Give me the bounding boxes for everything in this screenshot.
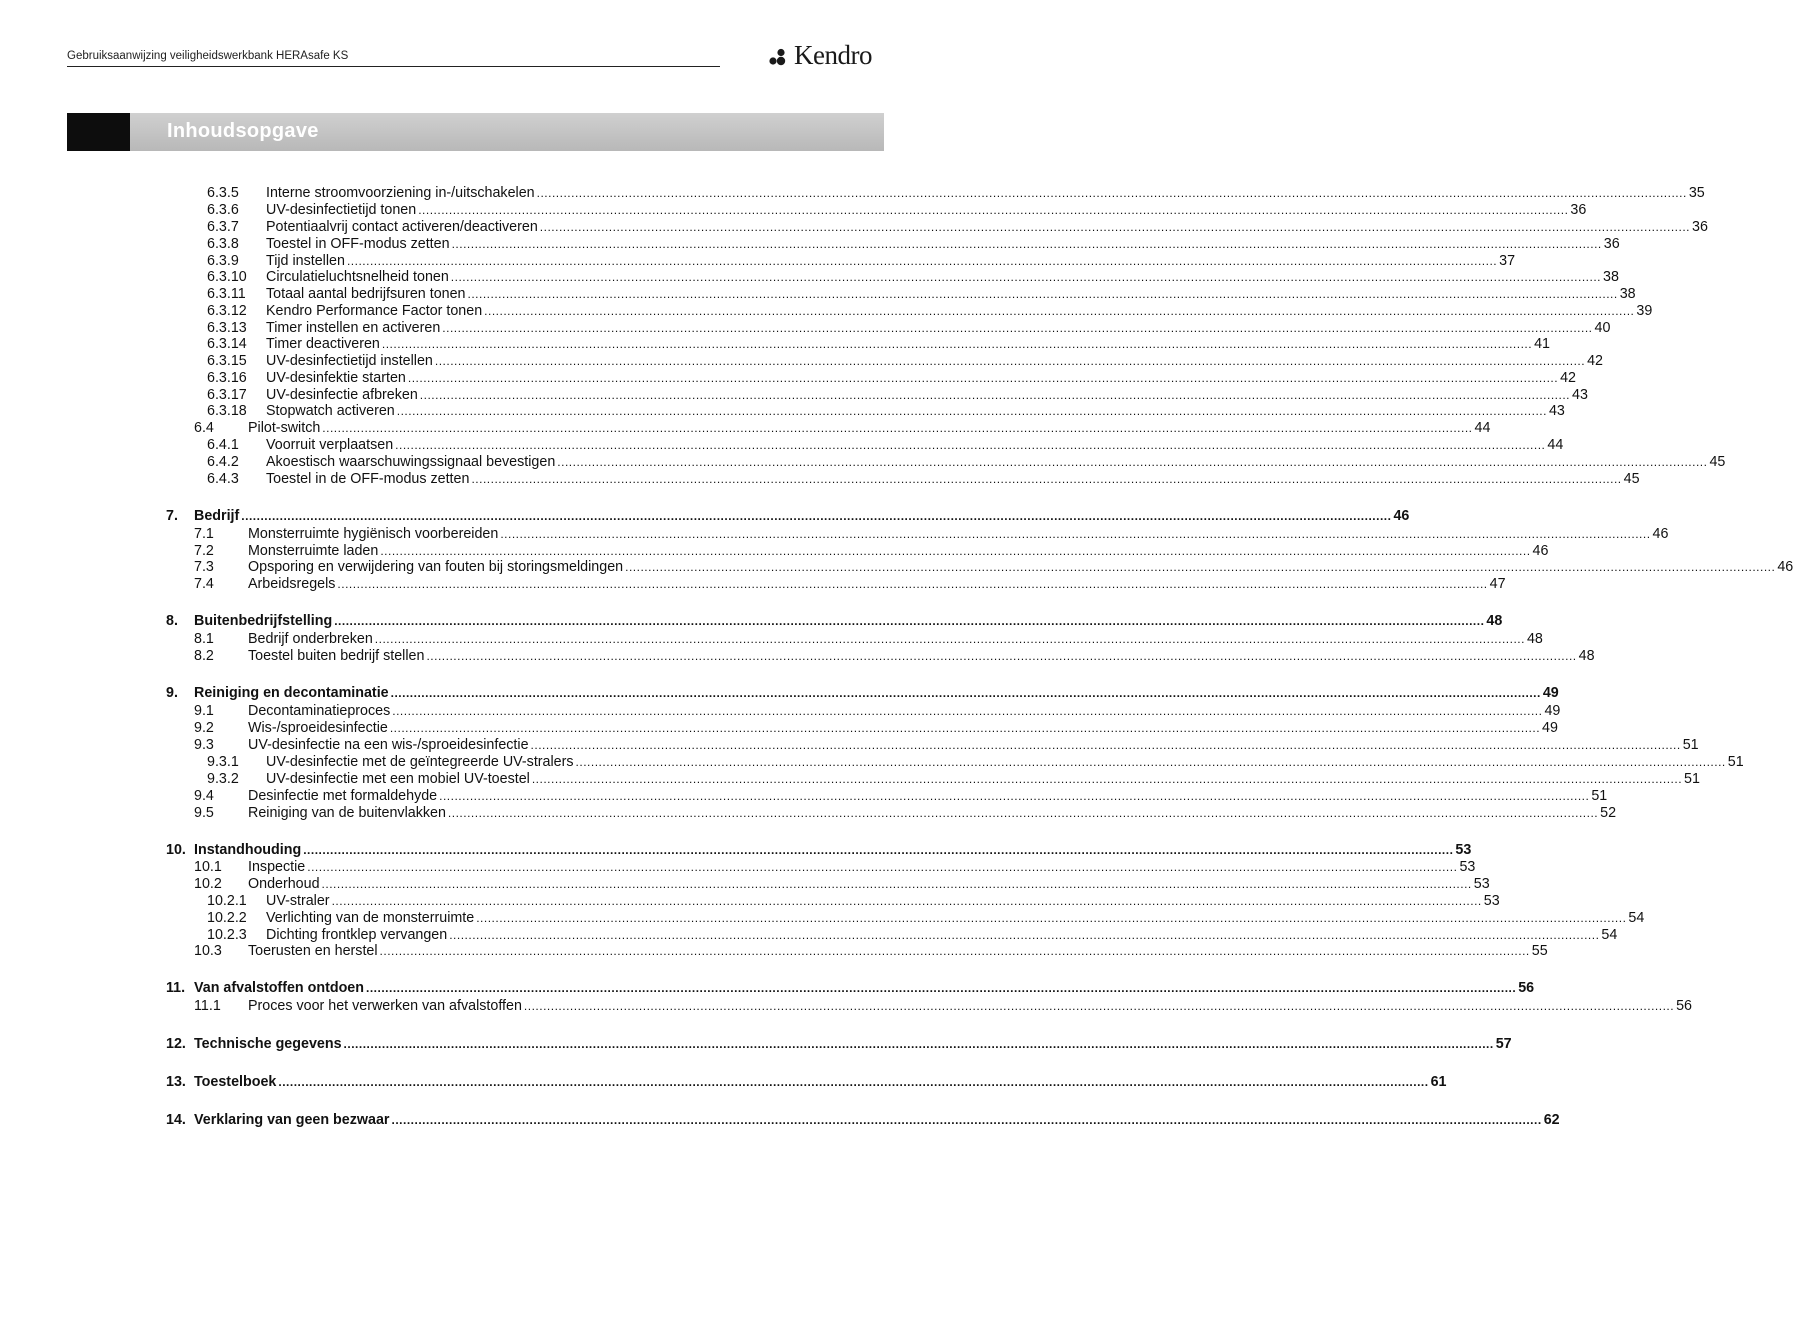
toc-entry-title: UV-desinfektie starten	[266, 370, 406, 386]
toc-leader-dots: ............................................................................................................................................................................................................................................................................................................	[334, 614, 1485, 628]
toc-entry-title: Wis-/sproeidesinfectie	[248, 720, 388, 736]
toc-entry-number: 7.1	[194, 526, 214, 542]
toc-entry-title: UV-desinfectie afbreken	[266, 387, 418, 403]
toc-page-number: 48	[1526, 631, 1543, 647]
toc-leader-dots: ............................................................................................................................................................................................................................................................................................................	[476, 911, 1627, 925]
toc-entry-title: UV-desinfectie met een mobiel UV-toestel	[266, 771, 530, 787]
toc-page-number: 41	[1534, 336, 1550, 352]
toc-leader-dots: ............................................................................................................................................................................................................................................................................................................	[321, 877, 1472, 891]
toc-entry-number: 9.3	[194, 737, 214, 753]
toc-entry-number: 6.4.3	[207, 471, 239, 487]
toc-entry-title: Toestel in de OFF-modus zetten	[266, 471, 470, 487]
toc-entry[interactable]	[0, 893, 1500, 910]
toc-entry[interactable]	[0, 353, 1603, 370]
toc-page-number: 43	[1572, 387, 1588, 403]
toc-entry[interactable]	[0, 998, 1693, 1015]
toc-entry-title: Inspectie	[248, 859, 306, 875]
toc-entry-title: Technische gegevens	[194, 1036, 342, 1052]
toc-page-number: 51	[1591, 788, 1608, 804]
toc-entry-number: 10.2.3	[207, 927, 247, 943]
toc-page-number: 62	[1543, 1112, 1560, 1128]
toc-entry[interactable]	[0, 387, 1588, 404]
toc-entry[interactable]	[0, 543, 1549, 560]
toc-leader-dots: ............................................................................................................................................................................................................................................................................................................	[380, 544, 1531, 558]
toc-entry-title: Toestel in OFF-modus zetten	[266, 236, 450, 252]
toc-entry-number: 6.3.9	[207, 253, 239, 269]
toc-entry-title: Proces voor het verwerken van afvalstoffen	[248, 998, 522, 1014]
toc-page-number: 55	[1531, 943, 1548, 959]
toc-entry-title: Reiniging van de buitenvlakken	[248, 805, 446, 821]
toc-entry[interactable]	[0, 526, 1669, 543]
toc-page-number: 48	[1578, 648, 1595, 664]
toc-chapter-entry[interactable]	[0, 1036, 1512, 1053]
toc-entry[interactable]	[0, 576, 1506, 593]
toc-entry-number: 9.4	[194, 788, 214, 804]
logo-text: Kendro	[794, 39, 872, 70]
toc-chapter-entry[interactable]	[0, 1112, 1560, 1129]
toc-entry[interactable]	[0, 185, 1705, 202]
toc-leader-dots: ............................................................................................................................................................................................................................................................................................................	[390, 686, 1541, 700]
toc-page-number: 35	[1688, 185, 1705, 201]
toc-entry[interactable]	[0, 559, 1793, 576]
toc-entry-number: 6.3.17	[207, 387, 247, 403]
toc-entry-number: 6.4.1	[207, 437, 239, 453]
toc-leader-dots: ............................................................................................................................................................................................................................................................................................................	[307, 860, 1458, 874]
toc-leader-dots: ............................................................................................................................................................................................................................................................................................................	[467, 287, 1618, 301]
toc-leader-dots: ............................................................................................................................................................................................................................................................................................................	[331, 894, 1482, 908]
toc-entry[interactable]	[0, 420, 1491, 437]
toc-entry-number: 10.2.1	[207, 893, 247, 909]
toc-entry-number: 6.3.10	[207, 269, 247, 285]
toc-leader-dots: ............................................................................................................................................................................................................................................................................................................	[303, 843, 1454, 857]
toc-page-number: 49	[1542, 685, 1559, 701]
toc-entry-number: 6.3.11	[207, 286, 246, 302]
toc-leader-dots: ............................................................................................................................................................................................................................................................................................................	[539, 220, 1690, 234]
toc-entry-number: 6.3.15	[207, 353, 247, 369]
toc-page-number: 44	[1474, 420, 1491, 436]
toc-page-number: 46	[1393, 508, 1410, 524]
toc-entry[interactable]	[0, 910, 1645, 927]
toc-page-number: 46	[1532, 543, 1549, 559]
toc-page-number: 42	[1560, 370, 1576, 386]
toc-entry-number: 11.	[166, 980, 186, 996]
toc-entry[interactable]	[0, 805, 1617, 822]
toc-leader-dots: ............................................................................................................................................................................................................................................................................................................	[471, 472, 1622, 486]
toc-entry-number: 7.2	[194, 543, 214, 559]
toc-entry-title: Verklaring van geen bezwaar	[194, 1112, 390, 1128]
toc-leader-dots: ............................................................................................................................................................................................................................................................................................................	[389, 721, 1541, 735]
toc-chapter-entry[interactable]	[0, 842, 1472, 859]
toc-leader-dots: ............................................................................................................................................................................................................................................................................................................	[391, 1113, 1542, 1127]
toc-page-number: 38	[1619, 286, 1636, 302]
toc-entry[interactable]	[0, 471, 1640, 488]
toc-entry[interactable]	[0, 927, 1618, 944]
toc-chapter-entry[interactable]	[0, 980, 1535, 997]
toc-leader-dots: ............................................................................................................................................................................................................................................................................................................	[407, 371, 1559, 385]
toc-page-number: 56	[1676, 998, 1693, 1014]
toc-page-number: 51	[1727, 754, 1744, 770]
toc-page-number: 42	[1587, 353, 1603, 369]
toc-entry[interactable]	[0, 943, 1548, 960]
toc-entry[interactable]	[0, 269, 1619, 286]
toc-entry-title: Monsterruimte hygiënisch voorbereiden	[248, 526, 499, 542]
toc-entry-title: Monsterruimte laden	[248, 543, 379, 559]
toc-entry-number: 6.4.2	[207, 454, 239, 470]
toc-leader-dots: ............................................................................................................................................................................................................................................................................................................	[536, 186, 1687, 200]
toc-page-number: 53	[1455, 842, 1472, 858]
toc-entry[interactable]	[0, 454, 1726, 471]
toc-chapter-entry[interactable]	[0, 613, 1503, 630]
toc-leader-dots: ............................................................................................................................................................................................................................................................................................................	[379, 944, 1530, 958]
toc-page-number: 49	[1544, 703, 1561, 719]
toc-leader-dots: ............................................................................................................................................................................................................................................................................................................	[625, 560, 1776, 574]
toc-leader-dots: ............................................................................................................................................................................................................................................................................................................	[426, 649, 1577, 663]
toc-leader-dots: ............................................................................................................................................................................................................................................................................................................	[322, 421, 1473, 435]
toc-leader-dots: ............................................................................................................................................................................................................................................................................................................	[449, 928, 1600, 942]
toc-entry-title: UV-desinfectietijd tonen	[266, 202, 417, 218]
toc-entry-number: 9.2	[194, 720, 214, 736]
toc-entry[interactable]	[0, 771, 1700, 788]
toc-page-number: 44	[1547, 437, 1564, 453]
toc-leader-dots: ............................................................................................................................................................................................................................................................................................................	[418, 203, 1569, 217]
toc-page-number: 54	[1628, 910, 1645, 926]
toc-entry-title: Circulatieluchtsnelheid tonen	[266, 269, 449, 285]
toc-page-number: 45	[1623, 471, 1640, 487]
toc-entry-title: Interne stroomvoorziening in-/uitschakelen	[266, 185, 535, 201]
toc-page-number: 46	[1777, 559, 1793, 575]
toc-entry-number: 10.2.2	[207, 910, 247, 926]
toc-entry-number: 6.3.5	[207, 185, 239, 201]
toc-leader-dots: ............................................................................................................................................................................................................................................................................................................	[447, 806, 1599, 820]
toc-entry-number: 7.	[166, 508, 178, 524]
toc-leader-dots: ............................................................................................................................................................................................................................................................................................................	[442, 321, 1593, 335]
toc-leader-dots: ............................................................................................................................................................................................................................................................................................................	[484, 304, 1635, 318]
toc-entry[interactable]	[0, 648, 1595, 665]
toc-entry-number: 9.5	[194, 805, 214, 821]
toc-entry-title: Toestelboek	[194, 1074, 277, 1090]
toc-entry-title: Arbeidsregels	[248, 576, 336, 592]
toc-entry-number: 6.3.16	[207, 370, 247, 386]
toc-entry-title: Akoestisch waarschuwingssignaal bevestigen	[266, 454, 556, 470]
toc-chapter-entry[interactable]	[0, 508, 1410, 525]
toc-entry-number: 8.	[166, 613, 178, 629]
toc-leader-dots: ............................................................................................................................................................................................................................................................................................................	[451, 237, 1602, 251]
toc-entry-number: 7.3	[194, 559, 214, 575]
toc-page-number: 37	[1499, 253, 1516, 269]
toc-entry[interactable]	[0, 754, 1744, 771]
toc-page-number: 56	[1518, 980, 1535, 996]
toc-entry-number: 6.3.18	[207, 403, 247, 419]
toc-entry-title: Bedrijf	[194, 508, 240, 524]
toc-entry-number: 10.1	[194, 859, 222, 875]
toc-entry-number: 13.	[166, 1074, 186, 1090]
toc-entry-title: Timer deactiveren	[266, 336, 380, 352]
toc-entry[interactable]	[0, 202, 1587, 219]
toc-page-number: 51	[1684, 771, 1700, 787]
toc-leader-dots: ............................................................................................................................................................................................................................................................................................................	[396, 404, 1547, 418]
toc-entry-number: 8.2	[194, 648, 214, 664]
toc-page-number: 52	[1600, 805, 1617, 821]
toc-leader-dots: ............................................................................................................................................................................................................................................................................................................	[346, 254, 1498, 268]
toc-entry-number: 11.1	[194, 998, 221, 1014]
toc-page-number: 40	[1594, 320, 1611, 336]
toc-page-number: 57	[1495, 1036, 1512, 1052]
toc-entry[interactable]	[0, 303, 1653, 320]
toc-entry-number: 7.4	[194, 576, 214, 592]
toc-page-number: 45	[1709, 454, 1726, 470]
toc-entry[interactable]	[0, 737, 1699, 754]
toc-entry-title: Onderhoud	[248, 876, 320, 892]
toc-entry-number: 6.3.7	[207, 219, 239, 235]
toc-entry[interactable]	[0, 370, 1576, 387]
toc-leader-dots: ............................................................................................................................................................................................................................................................................................................	[395, 438, 1546, 452]
toc-page-number: 61	[1430, 1074, 1447, 1090]
toc-entry-number: 9.3.1	[207, 754, 239, 770]
toc-entry-number: 6.3.13	[207, 320, 247, 336]
toc-entry-title: Reiniging en decontaminatie	[194, 685, 389, 701]
toc-entry-number: 9.	[166, 685, 178, 701]
toc-entry-title: UV-straler	[266, 893, 330, 909]
toc-entry-title: Kendro Performance Factor tonen	[266, 303, 483, 319]
toc-entry-title: Instandhouding	[194, 842, 302, 858]
toc-entry-title: Verlichting van de monsterruimte	[266, 910, 475, 926]
toc-entry[interactable]	[0, 703, 1561, 720]
toc-entry-number: 6.3.6	[207, 202, 239, 218]
toc-page-number: 48	[1486, 613, 1503, 629]
toc-entry-title: UV-desinfectietijd instellen	[266, 353, 433, 369]
toc-entry-number: 6.3.8	[207, 236, 239, 252]
toc-page-number: 53	[1473, 876, 1490, 892]
toc-entry[interactable]	[0, 788, 1608, 805]
toc-entry-title: Dichting frontklep vervangen	[266, 927, 448, 943]
toc-entry-number: 9.1	[194, 703, 214, 719]
toc-page-number: 46	[1652, 526, 1669, 542]
toc-entry-number: 12.	[166, 1036, 186, 1052]
toc-leader-dots: ............................................................................................................................................................................................................................................................................................................	[557, 455, 1708, 469]
toc-page-number: 36	[1692, 219, 1708, 235]
toc-page-number: 54	[1601, 927, 1618, 943]
toc-entry-title: Bedrijf onderbreken	[248, 631, 373, 647]
toc-entry-number: 14.	[166, 1112, 186, 1128]
toc-entry[interactable]	[0, 437, 1564, 454]
toc-leader-dots: ............................................................................................................................................................................................................................................................................................................	[434, 354, 1586, 368]
toc-chapter-entry[interactable]	[0, 1074, 1447, 1091]
toc-entry-title: Stopwatch activeren	[266, 403, 395, 419]
toc-entry[interactable]	[0, 859, 1476, 876]
toc-leader-dots: ............................................................................................................................................................................................................................................................................................................	[392, 704, 1543, 718]
toc-leader-dots: ............................................................................................................................................................................................................................................................................................................	[523, 999, 1675, 1013]
toc-page-number: 43	[1548, 403, 1565, 419]
toc-page-number: 51	[1682, 737, 1699, 753]
toc-entry[interactable]	[0, 336, 1550, 353]
toc-leader-dots: ............................................................................................................................................................................................................................................................................................................	[500, 527, 1651, 541]
toc-entry-title: Desinfectie met formaldehyde	[248, 788, 438, 804]
toc-leader-dots: ............................................................................................................................................................................................................................................................................................................	[419, 388, 1570, 402]
toc-leader-dots: ............................................................................................................................................................................................................................................................................................................	[374, 632, 1525, 646]
toc-entry-title: UV-desinfectie na een wis-/sproeidesinfectie	[248, 737, 529, 753]
toc-entry[interactable]	[0, 236, 1620, 253]
toc-entry-title: Toestel buiten bedrijf stellen	[248, 648, 425, 664]
toc-leader-dots: ............................................................................................................................................................................................................................................................................................................	[343, 1037, 1494, 1051]
toc-leader-dots: ............................................................................................................................................................................................................................................................................................................	[450, 270, 1601, 284]
toc-entry-title: Potentiaalvrij contact activeren/deactiveren	[266, 219, 538, 235]
toc-entry[interactable]	[0, 631, 1543, 648]
toc-entry-title: Opsporing en verwijdering van fouten bij storingsmeldingen	[248, 559, 624, 575]
page-title: Inhoudsopgave	[167, 120, 319, 142]
toc-entry-title: Timer instellen en activeren	[266, 320, 441, 336]
toc-leader-dots: ............................................................................................................................................................................................................................................................................................................	[337, 577, 1488, 591]
toc-entry-title: Tijd instellen	[266, 253, 345, 269]
toc-entry-number: 8.1	[194, 631, 214, 647]
toc-entry-number: 10.2	[194, 876, 222, 892]
toc-entry[interactable]	[0, 403, 1565, 420]
toc-page-number: 53	[1459, 859, 1476, 875]
toc-entry-title: Decontaminatieproces	[248, 703, 391, 719]
toc-leader-dots: ............................................................................................................................................................................................................................................................................................................	[366, 981, 1517, 995]
toc-entry-title: Totaal aantal bedrijfsuren tonen	[266, 286, 466, 302]
toc-entry[interactable]	[0, 286, 1636, 303]
toc-page-number: 38	[1603, 269, 1619, 285]
toc-entry-number: 6.4	[194, 420, 214, 436]
toc-entry[interactable]	[0, 320, 1611, 337]
toc-entry-title: Pilot-switch	[248, 420, 321, 436]
toc-entry[interactable]	[0, 720, 1558, 737]
toc-entry[interactable]	[0, 219, 1708, 236]
toc-leader-dots: ............................................................................................................................................................................................................................................................................................................	[531, 772, 1683, 786]
toc-entry-title: UV-desinfectie met de geïntegreerde UV-stralers	[266, 754, 574, 770]
toc-entry-title: Toerusten en herstel	[248, 943, 378, 959]
toc-leader-dots: ............................................................................................................................................................................................................................................................................................................	[278, 1075, 1429, 1089]
toc-leader-dots: ............................................................................................................................................................................................................................................................................................................	[381, 337, 1533, 351]
toc-entry-number: 9.3.2	[207, 771, 239, 787]
toc-entry[interactable]	[0, 876, 1490, 893]
toc-entry-title: Buitenbedrijfstelling	[194, 613, 333, 629]
toc-page-number: 47	[1489, 576, 1506, 592]
toc-leader-dots: ............................................................................................................................................................................................................................................................................................................	[575, 755, 1726, 769]
toc-entry-title: Voorruit verplaatsen	[266, 437, 394, 453]
toc-entry-number: 6.3.14	[207, 336, 247, 352]
toc-entry-number: 10.3	[194, 943, 222, 959]
toc-entry-title: Van afvalstoffen ontdoen	[194, 980, 364, 996]
toc-chapter-entry[interactable]	[0, 685, 1559, 702]
toc-leader-dots: ............................................................................................................................................................................................................................................................................................................	[439, 789, 1590, 803]
toc-leader-dots: ............................................................................................................................................................................................................................................................................................................	[530, 738, 1681, 752]
toc-page-number: 53	[1483, 893, 1500, 909]
toc-page-number: 36	[1570, 202, 1587, 218]
toc-entry[interactable]	[0, 253, 1516, 270]
toc-page-number: 39	[1636, 303, 1653, 319]
document-title: Gebruiksaanwijzing veiligheidswerkbank HERAsafe KS	[67, 50, 349, 62]
toc-entry-number: 10.	[166, 842, 186, 858]
toc-leader-dots: ............................................................................................................................................................................................................................................................................................................	[241, 509, 1392, 523]
toc-entry-number: 6.3.12	[207, 303, 247, 319]
toc-page-number: 36	[1603, 236, 1620, 252]
toc-page-number: 49	[1542, 720, 1558, 736]
